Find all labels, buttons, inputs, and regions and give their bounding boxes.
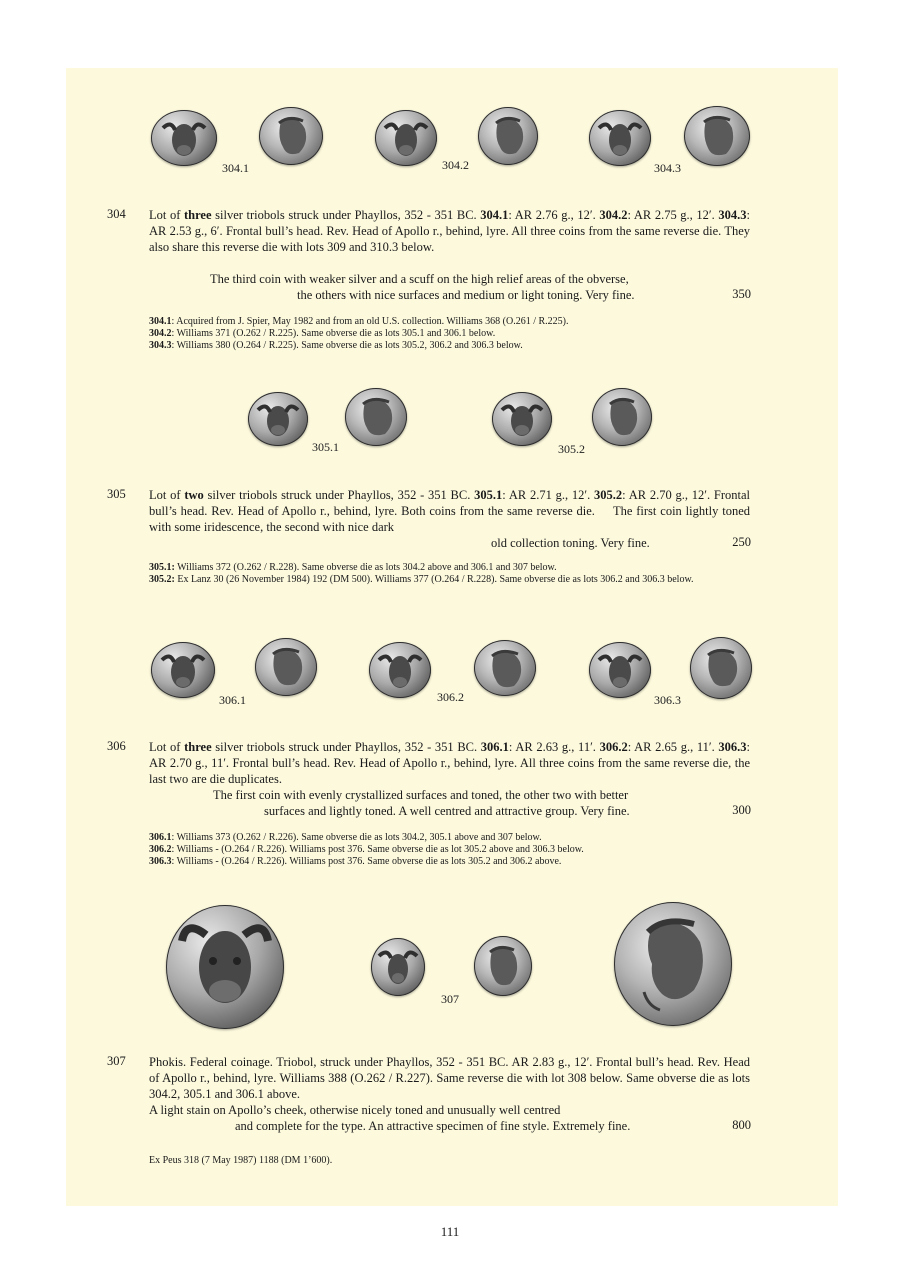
lot-306-condition-line-1: The first coin with evenly crystallized surfaces and toned, the other two with better	[213, 788, 629, 802]
coin-label-307: 307	[441, 992, 459, 1006]
note-304-3: 304.3: Williams 380 (O.264 / R.225). Same obverse die as lots 305.2, 306.2 and 306.3 below.	[149, 340, 523, 351]
lot-306-description: Lot of three silver triobols struck under Phayllos, 352 - 351 BC. 306.1: AR 2.63 g., 11′. 306.2: AR 2.65 g., 11′. 306.3: AR 2.70 g., 11′. Frontal bull’s head. Rev. Head of Apollo r., behind, lyre. All three coins from the same reverse die, the last two are die duplicates.	[149, 740, 751, 786]
coin-label-306-2: 306.2	[437, 690, 464, 704]
lot-305-condition-line-2: old collection toning. Very fine.	[491, 536, 650, 550]
coin-307-obverse-enlarged-image	[166, 905, 284, 1029]
coin-304-2-obverse-image	[375, 110, 437, 166]
lot-number-304: 304	[107, 207, 126, 221]
lot-305-notes	[149, 562, 754, 586]
note-306-2: 306.2: Williams - (O.264 / R.226). Williams post 376. Same obverse die as lot 305.2 above and 306.3 below.	[149, 844, 584, 855]
coin-304-3-reverse-image	[684, 106, 750, 166]
lot-304-notes	[149, 316, 754, 352]
coin-label-306-3: 306.3	[654, 693, 681, 707]
lot-305-condition-line-1: The first coin lightly toned with some iridescence, the second with nice dark	[149, 504, 750, 534]
coin-label-306-1: 306.1	[219, 693, 246, 707]
lot-307-estimate-price: 800	[732, 1118, 751, 1132]
lot-number-305: 305	[107, 487, 126, 501]
lot-305-description: Lot of two silver triobols struck under Phayllos, 352 - 351 BC. 305.1: AR 2.71 g., 12′. 305.2: AR 2.70 g., 12′. Frontal bull’s head. Rev. Head of Apollo r., behind, lyre. Both coins from the same reverse die. The first coin lightly toned with some iridescence, the second with nice dark	[149, 488, 750, 534]
coin-304-1-reverse-image	[259, 107, 323, 165]
lot-307-description: Phokis. Federal coinage. Triobol, struck under Phayllos, 352 - 351 BC. AR 2.83 g., 12′. Frontal bull’s head. Rev. Head of Apollo r., behind, lyre. Williams 388 (O.262 / R.227). Same reverse die with lot 308 below. Same obverse die as lots 304.2, 305.1 and 306.1 above.	[149, 1055, 750, 1101]
lot-304-estimate-price: 350	[732, 287, 751, 301]
coin-306-1-reverse-image	[255, 638, 317, 696]
lot-306-notes	[149, 832, 754, 868]
note-304-1: 304.1: Acquired from J. Spier, May 1982 and from an old U.S. collection. Williams 368 (O.261 / R.225).	[149, 316, 569, 327]
note-306-3: 306.3: Williams - (O.264 / R.226). Williams post 376. Same obverse die as lots 305.2 and 306.2 above.	[149, 856, 562, 867]
coin-304-3-obverse-image	[589, 110, 651, 166]
coin-306-2-obverse-image	[369, 642, 431, 698]
lot-307-condition-line-1: A light stain on Apollo’s cheek, otherwise nicely toned and unusually well centred	[149, 1103, 561, 1117]
coin-304-1-obverse-image	[151, 110, 217, 166]
coin-305-2-obverse-image	[492, 392, 552, 446]
coin-label-304-2: 304.2	[442, 158, 469, 172]
coin-305-1-reverse-image	[345, 388, 407, 446]
lot-306-estimate-price: 300	[732, 803, 751, 817]
coin-label-305-2: 305.2	[558, 442, 585, 456]
coin-label-304-1: 304.1	[222, 161, 249, 175]
coin-307-obverse-image	[371, 938, 425, 996]
lot-304-condition-line-2: the others with nice surfaces and medium or light toning. Very fine.	[297, 288, 635, 302]
lot-304-condition-line-1: The third coin with weaker silver and a scuff on the high relief areas of the obverse,	[210, 272, 629, 286]
lot-306-condition-line-2: surfaces and lightly toned. A well centred and attractive group. Very fine.	[264, 804, 630, 818]
note-306-1: 306.1: Williams 373 (O.262 / R.226). Same obverse die as lots 304.2, 305.1 above and 307 below.	[149, 832, 542, 843]
lot-307-condition-line-2: and complete for the type. An attractive specimen of fine style. Extremely fine.	[235, 1119, 631, 1133]
lot-number-306: 306	[107, 739, 126, 753]
coin-305-2-reverse-image	[592, 388, 652, 446]
coin-306-1-obverse-image	[151, 642, 215, 698]
coin-307-reverse-enlarged-image	[614, 902, 732, 1026]
note-305-1: 305.1: Williams 372 (O.262 / R.228). Same obverse die as lots 304.2 above and 306.1 and 307 below.	[149, 562, 557, 573]
coin-306-3-obverse-image	[589, 642, 651, 698]
coin-304-2-reverse-image	[478, 107, 538, 165]
note-304-2: 304.2: Williams 371 (O.262 / R.225). Same obverse die as lots 305.1 and 306.1 below.	[149, 328, 496, 339]
coin-306-2-reverse-image	[474, 640, 536, 696]
coin-label-304-3: 304.3	[654, 161, 681, 175]
lot-304-description: Lot of three silver triobols struck under Phayllos, 352 - 351 BC. 304.1: AR 2.76 g., 12′. 304.2: AR 2.75 g., 12′. 304.3: AR 2.53 g., 6′. Frontal bull’s head. Rev. Head of Apollo r., behind, lyre. All three coins from the same reverse die. They also share this reverse die with lots 309 and 310.3 below.	[149, 208, 750, 254]
coin-307-reverse-image	[474, 936, 532, 996]
note-305-2: 305.2: Ex Lanz 30 (26 November 1984) 192 (DM 500). Williams 377 (O.264 / R.228). Same obverse die as lots 306.2 and 306.3 below.	[149, 574, 694, 585]
lot-number-307: 307	[107, 1054, 126, 1068]
coin-305-1-obverse-image	[248, 392, 308, 446]
lot-307-provenance-note: Ex Peus 318 (7 May 1987) 1188 (DM 1’600).	[149, 1155, 333, 1166]
lot-305-estimate-price: 250	[732, 535, 751, 549]
coin-label-305-1: 305.1	[312, 440, 339, 454]
page-number: 111	[440, 1224, 460, 1239]
coin-306-3-reverse-image	[690, 637, 752, 699]
